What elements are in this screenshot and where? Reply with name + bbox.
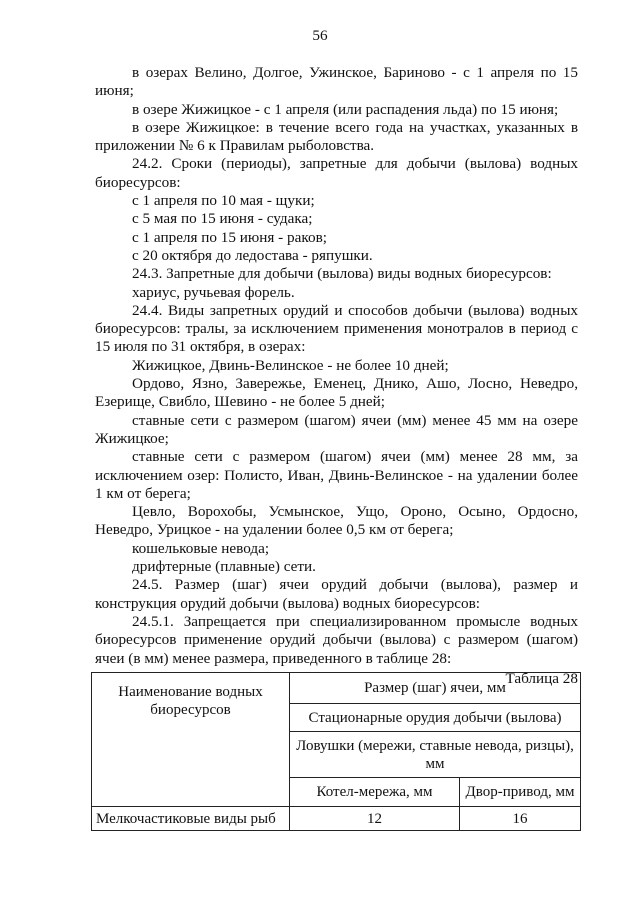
paragraph: с 5 мая по 15 июня - судака; xyxy=(132,210,313,228)
paragraph: в озерах Велино, Долгое, Ужинское, Бариново - с 1 апреля по 15 июня; xyxy=(95,64,578,100)
row-species-name: Мелкочастиковые виды рыб xyxy=(92,807,290,831)
paragraph: с 20 октября до ледостава - ряпушки. xyxy=(132,246,373,264)
header-species: Наименование водных биоресурсов xyxy=(92,673,290,807)
paragraph: 24.5. Размер (шаг) ячеи орудий добычи (вылова), размер и конструкция орудий добычи (вылова) водных биоресурсов: xyxy=(95,576,578,612)
header-mesh-size: Размер (шаг) ячеи, мм xyxy=(290,673,581,704)
paragraph: хариус, ручьевая форель. xyxy=(132,283,295,301)
paragraph: с 1 апреля по 10 мая - щуки; xyxy=(132,192,315,210)
body-text xyxy=(95,64,578,688)
paragraph: ставные сети с размером (шагом) ячеи (мм) менее 28 мм, за исключением озер: Полисто, Иван, Двинь-Велинское - на удалении более 1 км от берега; xyxy=(95,448,578,502)
page-number: 56 xyxy=(312,27,328,44)
row-dvor-value: 16 xyxy=(460,807,581,831)
table-caption: Таблица 28 xyxy=(505,669,578,687)
header-stationary-gear: Стационарные орудия добычи (вылова) xyxy=(290,704,581,732)
paragraph: Ордово, Язно, Завережье, Еменец, Днико, Ашо, Лосно, Неведро, Езерище, Свибло, Шевино - не более 5 дней; xyxy=(95,375,578,411)
paragraph: в озере Жижицкое - с 1 апреля (или распадения льда) по 15 июня; xyxy=(132,100,559,118)
paragraph: с 1 апреля по 15 июня - раков; xyxy=(132,228,327,246)
paragraph: в озере Жижицкое: в течение всего года на участках, указанных в приложении № 6 к Правилам рыболовства. xyxy=(95,118,578,155)
header-traps: Ловушки (мережи, ставные невода, ризцы), мм xyxy=(290,732,581,778)
mesh-size-table xyxy=(91,669,581,831)
header-dvor-privod: Двор-привод, мм xyxy=(460,778,581,807)
paragraph: кошельковые невода; xyxy=(132,539,270,557)
paragraph: 24.4. Виды запретных орудий и способов добычи (вылова) водных биоресурсов: тралы, за исключением применения монотралов в период с 15 июля по 31 октября, в озерах: xyxy=(95,301,578,356)
paragraph: ставные сети с размером (шагом) ячеи (мм) менее 45 мм на озере Жижицкое; xyxy=(95,411,578,447)
paragraph: дрифтерные (плавные) сети. xyxy=(132,558,316,576)
row-kotel-value: 12 xyxy=(290,807,460,831)
paragraph: Жижицкое, Двинь-Велинское - не более 10 дней; xyxy=(132,356,449,374)
header-kotel-merezha: Котел-мережа, мм xyxy=(290,778,460,807)
paragraph: 24.5.1. Запрещается при специализированном промысле водных биоресурсов применение орудий добычи (вылова) с размером (шагом) ячеи (в мм) менее размера, приведенного в таблице 28: xyxy=(95,612,578,667)
paragraph: 24.2. Сроки (периоды), запретные для добычи (вылова) водных биоресурсов: xyxy=(95,155,578,191)
paragraph: Цевло, Ворохобы, Усмынское, Ущо, Ороно, Осыно, Ордосно, Неведро, Урицкое - на удалении более 0,5 км от берега; xyxy=(95,503,578,539)
table-row xyxy=(92,807,581,831)
paragraph: 24.3. Запретные для добычи (вылова) виды водных биоресурсов: xyxy=(132,265,552,283)
